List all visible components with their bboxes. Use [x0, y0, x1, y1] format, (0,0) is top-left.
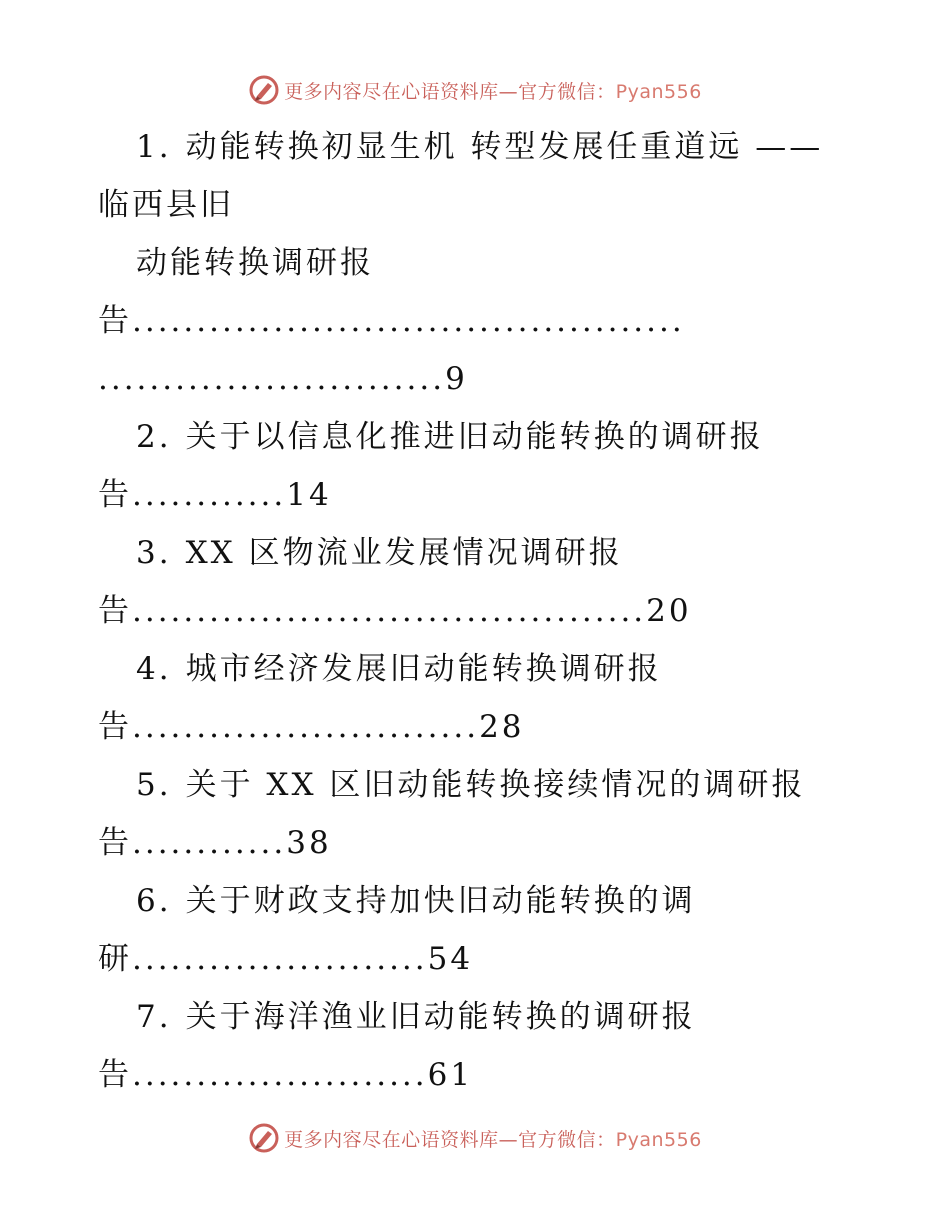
- banner-text: 更多内容尽在心语资料库—官方微信：Pyan556: [284, 80, 702, 103]
- header-banner: [0, 70, 950, 110]
- toc-entry-1-leader-line-2: ...........................9: [98, 361, 468, 397]
- toc-entry-page: 54: [427, 941, 474, 977]
- toc-entry-1-title-line-2: 临西县旧: [98, 187, 234, 223]
- banner-text: 更多内容尽在心语资料库—官方微信：Pyan556: [284, 1128, 702, 1151]
- toc-entry-4-title: 4. 城市经济发展旧动能转换调研报: [136, 651, 662, 687]
- toc-entry-6-title: 6. 关于财政支持加快旧动能转换的调: [136, 883, 696, 919]
- toc-entry-1-leader-line-1: 告...........................................: [98, 303, 685, 339]
- toc-entry-number: 1.: [136, 129, 172, 165]
- toc-entry-page: 9: [445, 361, 468, 397]
- toc-entry-page: 28: [479, 709, 525, 745]
- footer-banner: [0, 1118, 950, 1158]
- toc-entry-3-leader: 告........................................20: [98, 593, 692, 629]
- toc-entry-7-leader: 告.......................61: [98, 1057, 474, 1093]
- toc-entry-7-title: 7. 关于海洋渔业旧动能转换的调研报: [136, 999, 696, 1035]
- toc-entry-5-leader: 告............38: [98, 825, 332, 861]
- toc-entry-page: 38: [286, 825, 332, 861]
- table-of-contents: [98, 118, 858, 1104]
- banner-contact: Pyan556: [615, 1128, 702, 1151]
- toc-entry-1-title-line-3: 动能转换调研报: [136, 245, 374, 281]
- toc-entry-3-title: 3. XX 区物流业发展情况调研报: [136, 535, 623, 571]
- toc-entry-2-title: 2. 关于以信息化推进旧动能转换的调研报: [136, 419, 764, 455]
- toc-entry-page: 20: [646, 593, 692, 629]
- pen-logo-icon: [248, 1122, 280, 1154]
- toc-entry-4-leader: 告...........................28: [98, 709, 525, 745]
- toc-entry-page: 14: [286, 477, 332, 513]
- toc-entry-2-leader: 告............14: [98, 477, 332, 513]
- toc-entry-6-leader: 研.......................54: [98, 941, 474, 977]
- toc-entry-1-title-line-1: 1. 动能转换初显生机 转型发展任重道远 ——: [136, 129, 824, 165]
- banner-contact: Pyan556: [615, 80, 702, 103]
- pen-logo-icon: [248, 74, 280, 106]
- toc-entry-5-title: 5. 关于 XX 区旧动能转换接续情况的调研报: [136, 767, 806, 803]
- toc-entry-page: 61: [427, 1057, 474, 1093]
